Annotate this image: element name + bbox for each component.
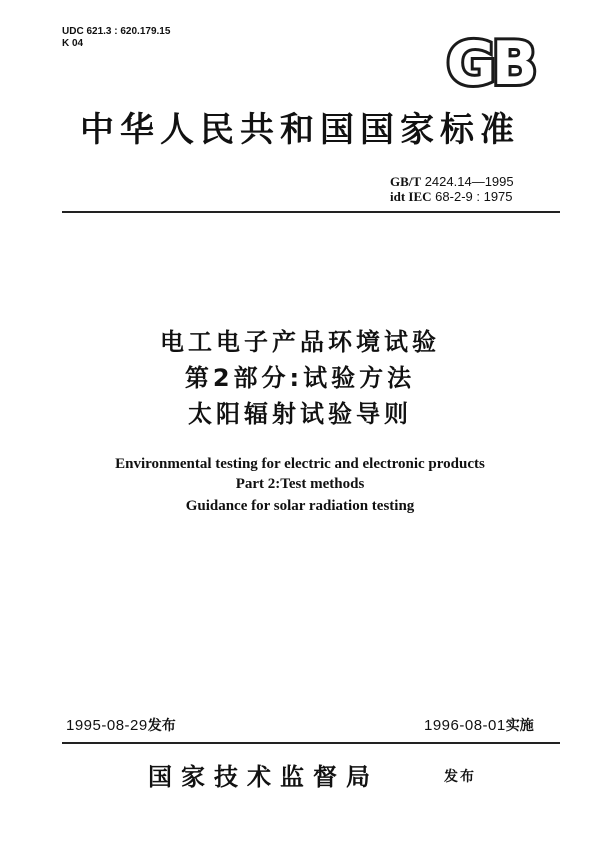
gbt-number-line: [390, 174, 514, 189]
implementation-date-label: 实施: [505, 718, 534, 734]
english-title-line-3: Guidance for solar radiation testing: [185, 498, 415, 514]
chinese-title-line-3: 太阳辐射试验导则: [188, 400, 412, 428]
issuing-authority-suffix: 发布: [444, 769, 476, 785]
k-code: K 04: [62, 38, 84, 49]
bottom-divider: [62, 742, 560, 744]
top-divider: [62, 211, 560, 213]
implementation-date-value: 1996-08-01: [424, 717, 506, 734]
gbt-prefix: GB/T: [390, 174, 422, 189]
gb-logo: GB: [446, 29, 534, 99]
udc-code: UDC 621.3 : 620.179.15: [62, 26, 171, 37]
idt-number-line: [390, 189, 514, 204]
chinese-title-line-1: 电工电子产品环境试验: [160, 328, 440, 356]
english-title-line-2: Part 2:Test methods: [235, 476, 365, 492]
idt-prefix: idt IEC: [390, 189, 432, 204]
issuing-authority: 国家技术监督局: [148, 763, 379, 791]
issue-date: [66, 716, 176, 736]
implementation-date: [424, 716, 534, 736]
classification-codes: [62, 26, 170, 50]
national-standard-title: 中华人民共和国国家标准: [80, 110, 520, 150]
idt-number: 68-2-9 : 1975: [435, 189, 513, 204]
chinese-title-line-2: 第2部分:试验方法: [184, 364, 416, 392]
issue-date-label: 发布: [147, 718, 176, 734]
issue-date-value: 1995-08-29: [66, 717, 148, 734]
gbt-number: 2424.14—1995: [424, 174, 514, 189]
english-title-line-1: Environmental testing for electric and electronic products: [115, 456, 485, 472]
standard-numbers: [390, 174, 514, 204]
